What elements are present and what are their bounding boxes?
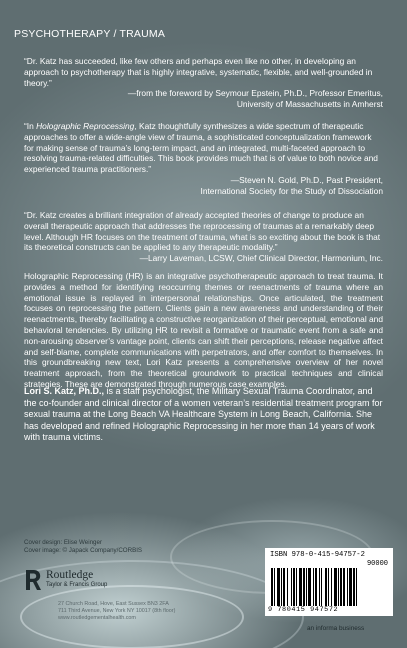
publisher-group: Taylor & Francis Group xyxy=(46,582,108,588)
publisher-address xyxy=(58,601,175,621)
routledge-r-icon xyxy=(24,569,42,591)
publisher-logo xyxy=(24,569,124,595)
barcode-bar xyxy=(340,568,342,606)
barcode-bar xyxy=(308,568,311,606)
isbn-barcode xyxy=(265,548,393,616)
barcode-bar xyxy=(347,568,348,606)
informa-tagline: an informa business xyxy=(307,625,365,632)
barcode-bar xyxy=(343,568,345,606)
website: www.routledgementalhealth.com xyxy=(58,614,136,621)
barcode-bar xyxy=(321,568,322,606)
barcode-bar xyxy=(349,568,352,606)
address-line: 711 Third Avenue, New York NY 10017 (8th floor) xyxy=(58,607,176,614)
quote-open: “In xyxy=(24,121,37,131)
quote-attribution: —Steven N. Gold, Ph.D., Past President, xyxy=(230,174,383,185)
barcode-bar xyxy=(271,568,273,606)
barcode-bar xyxy=(293,568,295,606)
isbn-number: ISBN 978-0-415-94757-2 xyxy=(270,551,365,559)
barcode-bar xyxy=(353,568,355,606)
series-label: PSYCHOTHERAPY / TRAUMA xyxy=(14,28,166,40)
barcode-bar xyxy=(356,568,357,606)
praise-quote-1 xyxy=(24,56,383,110)
address-line: 27 Church Road, Hove, East Sussex BN3 2FA xyxy=(58,601,169,607)
barcode-bar xyxy=(331,568,332,606)
barcode-bar xyxy=(315,568,317,606)
quote-attribution-affiliation: University of Massachusetts in Amherst xyxy=(236,99,383,110)
barcode-bar xyxy=(277,568,280,606)
barcode-bar xyxy=(274,568,275,606)
barcode-bar xyxy=(281,568,282,606)
barcode-bar xyxy=(303,568,305,606)
quote-text xyxy=(24,210,383,253)
author-bio xyxy=(24,386,383,444)
barcode-bar xyxy=(306,568,307,606)
barcode-bar xyxy=(287,568,288,606)
barcode-bar xyxy=(283,568,285,606)
barcode-bar xyxy=(334,568,337,606)
cover-image-credit: Cover image: © Japack Company/CORBIS xyxy=(24,547,143,554)
barcode-bar xyxy=(313,568,314,606)
price-code: 90000 xyxy=(366,560,388,568)
barcode-bar xyxy=(296,568,297,606)
quote-rest: , Katz thoughtfully synthesizes a wide spectrum of therapeutic approaches to offer a wide-angle view of trauma, a sophisticated conceptualization framework for making sense of trauma’s long-term impact, and an integrated, multi-faceted approach to resolving trauma-related difficulties. This book provides much that is of value to both novice and experienced trauma practitioners.” xyxy=(24,121,378,175)
quote-attribution: —from the foreword by Seymour Epstein, Ph.D., Professor Emeritus, xyxy=(127,88,383,99)
quote-body: “Dr. Katz creates a brilliant integration of already accepted theories of change to produce an overall therapeutic approach that addresses the reprocessing of traumas at a remarkably deep level. Although HR focuses on the treatment of trauma, what is so exciting about the book is that its theoretical constructs can be applied to any therapeutic modality.” xyxy=(24,210,381,253)
quote-attribution: —Larry Laveman, LCSW, Chief Clinical Director, Harmonium, Inc. xyxy=(139,253,383,264)
cover-credits xyxy=(24,539,142,555)
praise-quote-3 xyxy=(24,210,383,264)
publisher-name: Routledge xyxy=(46,569,94,581)
barcode-bar xyxy=(291,568,292,606)
author-bio-text: is a staff psychologist, the Military Sexual Trauma Coordinator, and the co-founder and clinical director of a women veteran’s residential treatment program for sexual trauma at the Long Beach VA Healthcare System in Long Beach, California. She has developed and refined Holographic Reprocessing in her more than 14 years of work with trauma victims. xyxy=(24,386,383,443)
barcode-bar xyxy=(299,568,302,606)
barcode-bar xyxy=(328,568,329,606)
barcode-bar xyxy=(319,568,320,606)
cover-design-credit: Cover design: Elise Weinger xyxy=(24,539,102,546)
quote-attribution-affiliation: International Society for the Study of Dissociation xyxy=(200,185,383,196)
author-name: Lori S. Katz, Ph.D., xyxy=(24,386,105,396)
book-title-italic: Holographic Reprocessing xyxy=(36,121,135,131)
praise-quote-2 xyxy=(24,121,383,197)
quote-text xyxy=(24,121,383,175)
barcode-bar xyxy=(338,568,339,606)
book-description: Holographic Reprocessing (HR) is an integrative psychotherapeutic approach to treat trauma. It provides a method for identifying reoccurring themes or reenactments of trauma where an emotional issue is replayed in interpersonal relationships. Once articulated, the treatment focuses on reprocessing the pattern. Clients gain a new awareness and understanding of their reenactments, thereby facilitating a constructive reorganization of their perceptual, emotional and behavioral tendencies. By utilizing HR to revisit a formative or traumatic event from a safe and non-arousing observer’s vantage point, clients can shift their perceptions, release negative affect and self-blame, complete communications with perpetrators, and offer comfort to themselves. In this groundbreaking new text, Lori Katz presents a comprehensive overview of her novel treatment approach, from the theoretical groundwork to practical techniques and clinical strategies. These are demonstrated through numerous case examples. xyxy=(24,271,383,389)
quote-text: “Dr. Katz has succeeded, like few others and perhaps even like no other, in developing an approach to psychotherapy that is highly integrative, systematic, flexible, and well-grounded in theory.” xyxy=(24,56,373,88)
barcode-bar xyxy=(325,568,327,606)
ean-number: 9 780415 947572 xyxy=(268,606,339,614)
barcode-bars xyxy=(270,568,388,606)
